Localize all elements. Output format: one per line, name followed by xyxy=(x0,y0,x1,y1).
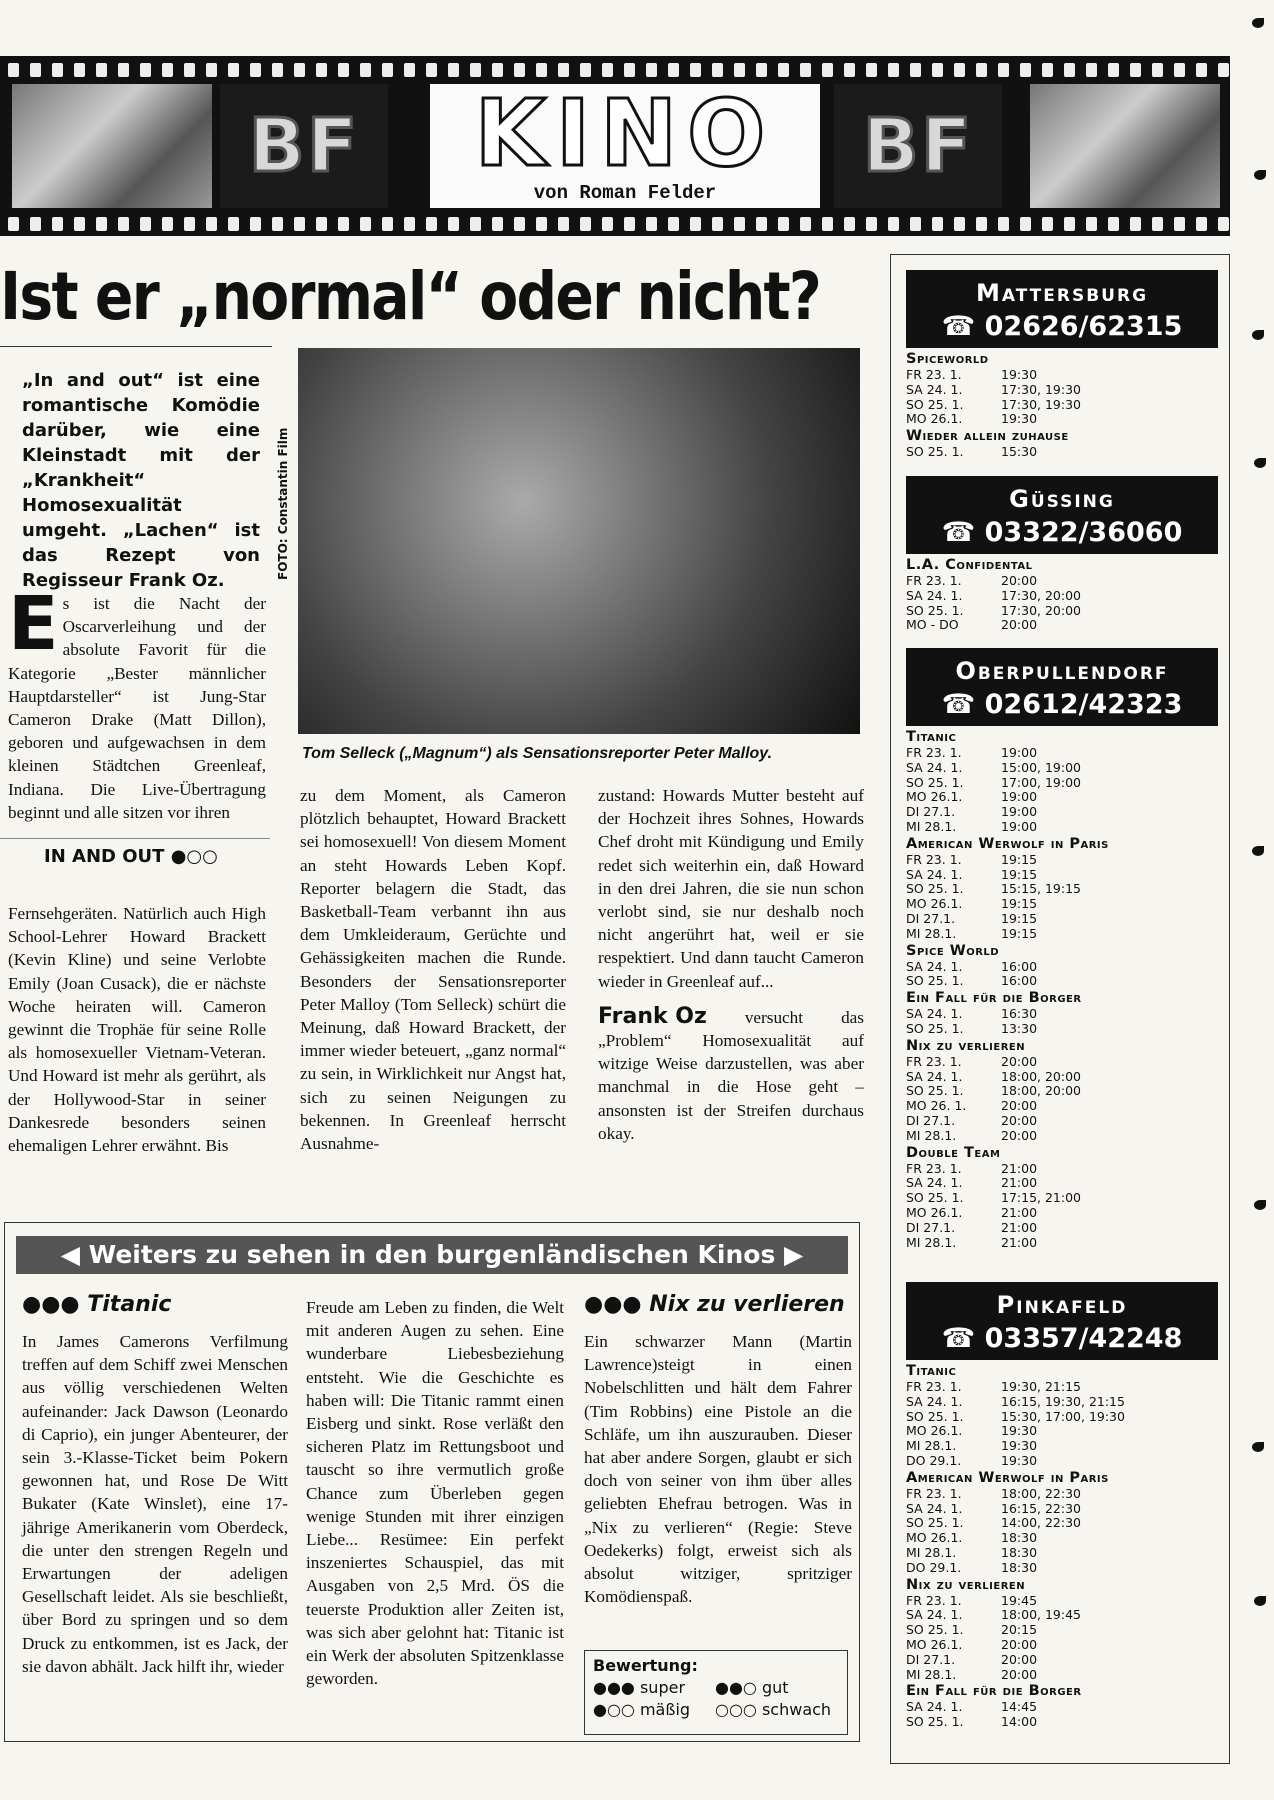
sprocket-hole xyxy=(30,63,41,77)
sprocket-hole xyxy=(206,217,217,231)
sprocket-hole xyxy=(602,63,613,77)
edge-mark xyxy=(1252,18,1264,28)
sprocket-hole xyxy=(272,217,283,231)
article-col1-top: Es ist die Nacht der Oscarverleihung und der absolute Favorit für die Kategorie „Bester männlicher Hauptdarsteller“ ist Jung-Star Cameron Drake (Matt Dillon), geboren und aufgewachsen in dem kleinen Städtchen Greenleaf, Indiana. Die Live-Übertragung beginnt und alle sitzen vor ihren xyxy=(8,581,266,822)
photo-caption: Tom Selleck („Magnum“) als Sensationsreporter Peter Malloy. xyxy=(302,745,773,762)
program-mattersburg: Spiceworld FR 23. 1. 19:30 SA 24. 1. 17:30, 19:30 SO 25. 1. 17:30, 19:30 MO 26.1. 19:30 Wieder allein zuhause SO 25. 1. 15:30 xyxy=(906,351,1081,460)
sprocket-hole xyxy=(448,63,459,77)
edge-mark xyxy=(1254,170,1266,180)
sprocket-hole xyxy=(866,217,877,231)
sprocket-hole xyxy=(1196,217,1207,231)
sprocket-hole xyxy=(316,63,327,77)
city-header-guessing: Güssing ☎ 03322/36060 xyxy=(906,476,1218,554)
sprocket-hole xyxy=(294,217,305,231)
edge-mark xyxy=(1254,1596,1266,1606)
sprocket-hole xyxy=(1042,217,1053,231)
sprocket-hole xyxy=(866,63,877,77)
film-sprockets-top xyxy=(0,60,1230,80)
sprocket-hole xyxy=(470,63,481,77)
article-col3: zustand: Howards Mutter besteht auf der Hochzeit ihres Sohnes, Howards Chef droht mit Kündigung und Emily redet sich weiterhin ein, daß Howard in den drei Jahren, die sie nun schon verlobt sind, sie nur deshalb noch nicht angerührt hat, weil er sie respektiert. Und dann taucht Cameron wieder in Greenleaf auf... Frank Oz versucht das „Problem“ Homosexualität auf witzige Weise darzustellen, was aber manchmal in die Hose geht – ansonsten ist der Streifen durchaus okay. xyxy=(598,786,864,1143)
article-photo xyxy=(298,348,860,734)
city-header-pinkafeld: Pinkafeld ☎ 03357/42248 xyxy=(906,1282,1218,1360)
sprocket-hole xyxy=(624,217,635,231)
edge-mark xyxy=(1252,330,1264,340)
sprocket-hole xyxy=(910,217,921,231)
sprocket-hole xyxy=(118,63,129,77)
sprocket-hole xyxy=(1086,217,1097,231)
sprocket-hole xyxy=(1064,217,1075,231)
sprocket-hole xyxy=(1064,63,1075,77)
sprocket-hole xyxy=(162,63,173,77)
sprocket-hole xyxy=(668,217,679,231)
headline: Ist er „normal“ oder nicht? xyxy=(0,258,821,335)
sprocket-hole xyxy=(1174,217,1185,231)
sprocket-hole xyxy=(558,217,569,231)
sprocket-hole xyxy=(646,217,657,231)
legend-title: Bewertung: xyxy=(593,1656,698,1675)
sprocket-hole xyxy=(118,217,129,231)
banner-photo-left xyxy=(12,84,212,208)
sprocket-hole xyxy=(404,217,415,231)
program-oberpullendorf: Titanic FR 23. 1. 19:00 SA 24. 1. 15:00, 19:00 SO 25. 1. 17:00, 19:00 MO 26.1. 19:00 DI 27.1. 19:00 MI 28.1. 19:00 American Werwolf in Paris FR 23. 1. 19:15 SA 24. 1. 19:15 SO 25. 1. 15:15, 19:15 MO 26.1. 19:15 DI 27.1. 19:15 MI 28.1. 19:15 Spice World SA 24. 1. 16:00 SO 25. 1. 16:00 Ein Fall für die Borger SA 24. 1. 16:30 SO 25. 1. 13:30 Nix zu verlieren FR 23. 1. 20:00 SA 24. 1. 18:00, 20:00 SO 25. 1. 18:00, 20:00 MO 26. 1. 20:00 DI 27.1. 20:00 MI 28.1. 20:00 Double Team FR 23. 1. 21:00 SA 24. 1. 21:00 SO 25. 1. 17:15, 21:00 MO 26.1. 21:00 DI 27.1. 21:00 MI 28.1. 21:00 xyxy=(906,729,1109,1250)
sprocket-hole xyxy=(646,63,657,77)
sprocket-hole xyxy=(954,217,965,231)
sprocket-hole xyxy=(756,217,767,231)
sprocket-hole xyxy=(712,63,723,77)
edge-mark xyxy=(1254,458,1266,468)
sprocket-hole xyxy=(492,63,503,77)
sprocket-hole xyxy=(1042,63,1053,77)
sprocket-hole xyxy=(822,63,833,77)
city-header-oberpullendorf: Oberpullendorf ☎ 02612/42323 xyxy=(906,648,1218,726)
sprocket-hole xyxy=(360,63,371,77)
sprocket-hole xyxy=(690,217,701,231)
sprocket-hole xyxy=(1130,217,1141,231)
sprocket-hole xyxy=(52,63,63,77)
sprocket-hole xyxy=(580,217,591,231)
sprocket-hole xyxy=(1196,63,1207,77)
edge-mark xyxy=(1254,1200,1266,1210)
sprocket-hole xyxy=(1020,63,1031,77)
sprocket-hole xyxy=(954,63,965,77)
nix-text: Ein schwarzer Mann (Martin Lawrence)steigt in einen Nobelschlitten und hält dem Fahrer (Tim Robbins) eine Pistole an die Schläfe, um ihn auszurauben. Dieser hat aber andere Sorgen, glaubt er sich doch von seiner von ihm über alles geliebten Ehefrau betrogen. Was in „Nix zu verlieren“ (Regie: Steve Oedekerks) folgt, erweist sich als absolut witziger, spritziger Komödienspaß. xyxy=(584,1332,852,1607)
sprocket-hole xyxy=(426,217,437,231)
sprocket-hole xyxy=(1086,63,1097,77)
sprocket-hole xyxy=(74,217,85,231)
sprocket-hole xyxy=(1218,63,1229,77)
sprocket-hole xyxy=(162,217,173,231)
sprocket-hole xyxy=(536,217,547,231)
sprocket-hole xyxy=(96,63,107,77)
sprocket-hole xyxy=(1020,217,1031,231)
sprocket-hole xyxy=(96,217,107,231)
sprocket-hole xyxy=(448,217,459,231)
sprocket-hole xyxy=(624,63,635,77)
photo-credit: FOTO: Constantin Film xyxy=(276,427,290,580)
sprocket-hole xyxy=(404,63,415,77)
sprocket-hole xyxy=(30,217,41,231)
sprocket-hole xyxy=(998,63,1009,77)
edge-mark xyxy=(1252,846,1264,856)
sprocket-hole xyxy=(932,217,943,231)
sprocket-hole xyxy=(338,63,349,77)
sprocket-hole xyxy=(228,217,239,231)
sprocket-hole xyxy=(52,217,63,231)
sprocket-hole xyxy=(382,63,393,77)
sprocket-hole xyxy=(734,217,745,231)
sprocket-hole xyxy=(514,217,525,231)
sprocket-hole xyxy=(184,63,195,77)
titanic-text-b: Freude am Leben zu finden, die Welt mit anderen Augen zu sehen. Eine wunderbare Liebesbeziehung entsteht. Wie die Geschichte es haben will: Die Titanic rammt einen Eisberg und sinkt. Rose verläßt den sicheren Platz im Rettungsboot und tauscht so ihre vermutlich große Chance zum Überleben gegen wenige Stunden mit ihrer einzigen Liebe... Resümee: Ein perfekt inszeniertes Schauspiel, das mit Ausgaben von 2,5 Mrd. ÖS die teuerste Produktion aller Zeiten ist, was sich aber gelohnt hat: Titanic ist ein Werk der absoluten Spitzenklasse geworden. xyxy=(306,1298,564,1689)
sprocket-hole xyxy=(844,217,855,231)
sprocket-hole xyxy=(1130,63,1141,77)
sprocket-hole xyxy=(1108,63,1119,77)
sprocket-hole xyxy=(140,217,151,231)
article-col1-bottom: Fernsehgeräten. Natürlich auch High School-Lehrer Howard Brackett (Kevin Kline) und seine Verlobte Emily (Joan Cusack), die er nächste Woche heiraten will. Cameron gewinnt die Trophäe für seine Rolle als homosexueller Vietnam-Veteran. Und Howard ist mehr als gerührt, als der Hollywood-Star in seiner Dankesrede besonders seinen ehemaligen Lehrer erwähnt. Bis xyxy=(8,904,266,1156)
sprocket-hole xyxy=(250,217,261,231)
sprocket-hole xyxy=(8,63,19,77)
sprocket-hole xyxy=(426,63,437,77)
sprocket-hole xyxy=(690,63,701,77)
sprocket-hole xyxy=(756,63,767,77)
sprocket-hole xyxy=(888,63,899,77)
sprocket-hole xyxy=(470,217,481,231)
sprocket-hole xyxy=(536,63,547,77)
drop-cap: E xyxy=(8,581,59,667)
sprocket-hole xyxy=(1218,217,1229,231)
sprocket-hole xyxy=(932,63,943,77)
sprocket-hole xyxy=(382,217,393,231)
sprocket-hole xyxy=(360,217,371,231)
sprocket-hole xyxy=(800,63,811,77)
sprocket-hole xyxy=(1174,63,1185,77)
nix-title: ●●● Nix zu verlieren xyxy=(584,1292,845,1317)
sprocket-hole xyxy=(844,63,855,77)
sprocket-hole xyxy=(602,217,613,231)
sprocket-hole xyxy=(206,63,217,77)
sprocket-hole xyxy=(294,63,305,77)
sprocket-hole xyxy=(1152,63,1163,77)
sprocket-hole xyxy=(976,217,987,231)
edge-mark xyxy=(1252,1442,1264,1452)
sprocket-hole xyxy=(800,217,811,231)
frank-oz-lead: Frank Oz xyxy=(598,1003,707,1029)
city-header-mattersburg: Mattersburg ☎ 02626/62315 xyxy=(906,270,1218,348)
sprocket-hole xyxy=(140,63,151,77)
sprocket-hole xyxy=(316,217,327,231)
banner-photo-right xyxy=(1030,84,1220,208)
sprocket-hole xyxy=(910,63,921,77)
sprocket-hole xyxy=(822,217,833,231)
sprocket-hole xyxy=(734,63,745,77)
sprocket-hole xyxy=(976,63,987,77)
sprocket-hole xyxy=(184,217,195,231)
bf-logo-left: BF xyxy=(220,84,388,208)
sprocket-hole xyxy=(712,217,723,231)
in-and-out-rating: IN AND OUT ●○○ xyxy=(44,846,218,867)
sprocket-hole xyxy=(778,63,789,77)
bf-logo-right: BF xyxy=(834,84,1002,208)
rating-rule xyxy=(0,838,270,839)
titanic-title: ●●● Titanic xyxy=(22,1292,172,1317)
sprocket-hole xyxy=(558,63,569,77)
sprocket-hole xyxy=(668,63,679,77)
film-sprockets-bottom xyxy=(0,214,1230,234)
sprocket-hole xyxy=(74,63,85,77)
lead-rule xyxy=(0,346,272,347)
sprocket-hole xyxy=(888,217,899,231)
sprocket-hole xyxy=(272,63,283,77)
lead-text: „In and out“ ist eine romantische Komödie darüber, wie eine Kleinstadt mit der „Krankheit“ Homosexualität umgeht. „Lachen“ ist das Rezept von Regisseur Frank Oz. xyxy=(22,370,260,591)
sprocket-hole xyxy=(492,217,503,231)
article-col2: zu dem Moment, als Cameron plötzlich behauptet, Howard Brackett sei homosexuell! Von diesem Moment an steht Howards Leben Kopf. Reporter belagern die Stadt, das Basketball-Team verbannt ihn aus dem Umkleideraum, Gerüchte und Gehässigkeiten machen die Runde. Besonders der Sensationsreporter Peter Malloy (Tom Selleck) schürt die Meinung, daß Howard Brackett, der immer wieder beteuert, „ganz normal“ zu sein, in Wirklichkeit nur Angst hat, sich zu seinen Neigungen zu bekennen. In Greenleaf herrscht Ausnahme- xyxy=(300,786,566,1154)
sprocket-hole xyxy=(8,217,19,231)
program-guessing: L.A. Confidental FR 23. 1. 20:00 SA 24. 1. 17:30, 20:00 SO 25. 1. 17:30, 20:00 MO - DO 20:00 xyxy=(906,557,1081,633)
program-pinkafeld: Titanic FR 23. 1. 19:30, 21:15 SA 24. 1. 16:15, 19:30, 21:15 SO 25. 1. 15:30, 17:00, 19:30 MO 26.1. 19:30 MI 28.1. 19:30 DO 29.1. 19:30 American Werwolf in Paris FR 23. 1. 18:00, 22:30 SA 24. 1. 16:15, 22:30 SO 25. 1. 14:00, 22:30 MO 26.1. 18:30 MI 28.1. 18:30 DO 29.1. 18:30 Nix zu verlieren FR 23. 1. 19:45 SA 24. 1. 18:00, 19:45 SO 25. 1. 20:15 MO 26.1. 20:00 DI 27.1. 20:00 MI 28.1. 20:00 Ein Fall für die Borger SA 24. 1. 14:45 SO 25. 1. 14:00 xyxy=(906,1363,1125,1730)
kino-banner xyxy=(0,56,1230,236)
sprocket-hole xyxy=(1108,217,1119,231)
sprocket-hole xyxy=(250,63,261,77)
sprocket-hole xyxy=(1152,217,1163,231)
weiters-bar: ◀ Weiters zu sehen in den burgenländischen Kinos ▶ xyxy=(16,1236,848,1274)
sprocket-hole xyxy=(228,63,239,77)
byline: von Roman Felder xyxy=(533,182,717,204)
kino-title-box xyxy=(430,80,820,208)
sprocket-hole xyxy=(580,63,591,77)
rating-legend: Bewertung: ●●● super ●●○ gut ●○○ mäßig ○○○ schwach xyxy=(584,1650,848,1735)
sprocket-hole xyxy=(778,217,789,231)
sprocket-hole xyxy=(998,217,1009,231)
titanic-text-a: In James Camerons Verfilmung treffen auf dem Schiff zwei Menschen aus völlig verschiedenen Welten aufeinander: Jack Dawson (Leonardo di Caprio), ein junger Abenteurer, der sein 3.-Klasse-Ticket beim Pokern gewonnen hat, und Rose De Witt Bukater (Kate Winslet), eine 17-jährige Amerikanerin vom Oberdeck, die unter den strengen Regeln und Erwartungen der adeligen Gesellschaft leidet. Als sie beschließt, über Bord zu springen und so dem Druck zu entkommen, ist es Jack, der sie davon abhält. Jack hilft ihr, wieder xyxy=(22,1332,288,1676)
sprocket-hole xyxy=(338,217,349,231)
sprocket-hole xyxy=(514,63,525,77)
kino-title: KINO xyxy=(474,80,776,187)
